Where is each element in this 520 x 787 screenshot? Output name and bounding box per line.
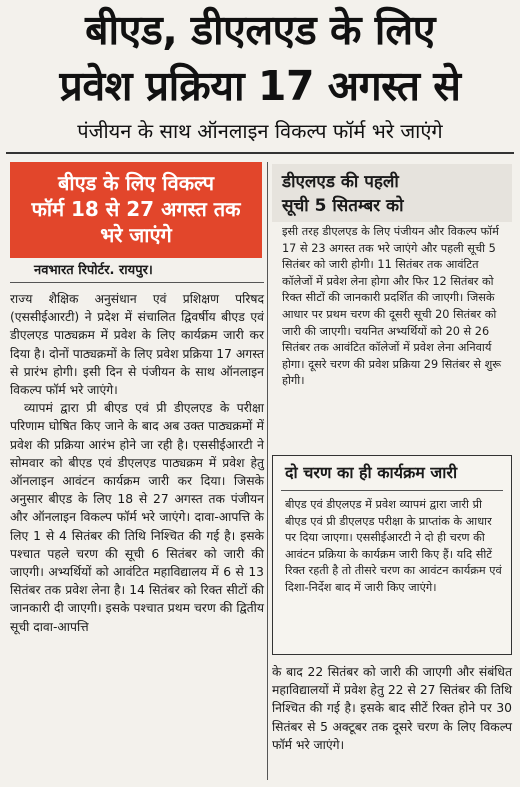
headline-line-2: प्रवेश प्रक्रिया 17 अगस्त से [59, 62, 461, 110]
sidebar2-title: दो चरण का ही कार्यक्रम जारी [285, 463, 458, 482]
article-paragraph-2: व्यापमं द्वारा प्री बीएड एवं प्री डीएलएड के परीक्षा परिणाम घोषित किए जाने के बाद अब उक्त पाठ्यक्रमों में प्रवेश की प्रक्रिया आरंभ होने जा रही है। एससीईआरटी ने सोमवार को बीएड एवं डीएलएड पाठ्यक्रम में प्रवेश हेतु ऑनलाइन आवंटन कार्यक्रम जारी कर दिया। जिसके अनुसार बीएड के लिए 18 से 27 अगस्त तक पंजीयन और ऑनलाइन विकल्प फॉर्म भरे जाएंगे। दावा-आपत्ति के लिए 1 से 4 सितंबर की तिथि निश्चित की गई है। इसके पश्चात पहले चरण की सूची 6 सितंबर को जारी की जाएगी। अभ्यर्थियों को आवंटित महाविद्यालय में 6 से 13 सितंबर तक प्रवेश लेना है। 14 सितंबर को रिक्त सीटों की जानकारी दी जाएगी। इसके पश्चात प्रथम चरण की द्वितीय सूची दावा-आपत्ति [10, 401, 264, 634]
column-divider [267, 162, 268, 780]
sidebar1-text: इसी तरह डीएलएड के लिए पंजीयन और विकल्प फॉर्म 17 से 23 अगस्त तक भरे जाएंगे और पहली सूची 5 सितंबर को जारी होगी। 11 सितंबर तक आवंटित कॉलेजों में प्रवेश लेना होगा और फिर 12 सितंबर को रिक्त सीटों की जानकारी प्रदर्शित की जाएगी। जिसके आधार पर प्रथम चरण की दूसरी सूची 20 सितंबर को जारी की जाएगी। चयनित अभ्यर्थियों को 20 से 26 सितंबर तक आवंटित कॉलेजों में प्रवेश लेना अनिवार्य होगा। दूसरे चरण की प्रवेश प्रक्रिया 29 सितंबर से शुरू होगी। [282, 225, 502, 388]
sidebar-two-phases-box [272, 455, 512, 655]
continuation-paragraph: के बाद 22 सितंबर को जारी की जाएगी और संबंधित महाविद्यालयों में प्रवेश हेतु 22 से 27 सितंबर की तिथि निश्चित की गई है। इसके बाद सीटें रिक्त होने पर 30 सितंबर से 5 अक्टूबर तक दूसरे चरण के लिए विकल्प फॉर्म भरे जाएंगे। [272, 665, 512, 752]
sidebar1-title-line-2: सूची 5 सितम्बर को [282, 196, 404, 216]
sidebar1-title-line-1: डीएलएड की पहली [282, 172, 399, 192]
highlight-line-3: भरे जाएंगे [100, 223, 172, 247]
header-divider [6, 152, 514, 154]
byline: नवभारत रिपोर्टर. रायपुर। [34, 263, 153, 278]
byline-divider [10, 282, 264, 283]
left-column-article [10, 290, 264, 636]
sidebar1-title [272, 164, 512, 222]
highlight-box [10, 162, 262, 258]
article-paragraph-1: राज्य शैक्षिक अनुसंधान एवं प्रशिक्षण परिषद (एससीईआरटी) ने प्रदेश में संचालित द्विवर्षीय बीएड एवं डीएलएड पाठ्यक्रम में प्रवेश के लिए कार्यक्रम जारी कर दिया है। दोनों पाठ्यक्रमों के लिए प्रवेश प्रक्रिया 17 अगस्त से प्रारंभ होगी। इसी दिन से पंजीयन के साथ ऑनलाइन विकल्प फॉर्म भरे जाएंगे। [10, 292, 264, 398]
sidebar-dlad-first-list [272, 164, 512, 454]
article-continuation [272, 663, 512, 754]
highlight-line-2: फॉर्म 18 से 27 अगस्त तक [31, 197, 241, 221]
sidebar2-text: बीएड एवं डीएलएड में प्रवेश व्यापमं द्वारा जारी प्री बीएड एवं प्री डीएलएड परीक्षा के प्राप्तांक के आधार पर दिया जाएगा। एससीईआरटी ने दो ही चरण की आवंटन प्रक्रिया के कार्यक्रम जारी किए हैं। यदि सीटें रिक्त रहती है तो तीसरे चरण का आवंटन कार्यक्रम एवं दिशा-निर्देश बाद में जारी किए जाएंगे। [285, 498, 502, 594]
subheadline: पंजीयन के साथ ऑनलाइन विकल्प फॉर्म भरे जाएंगे [77, 119, 443, 143]
highlight-line-1: बीएड के लिए विकल्प [57, 171, 214, 195]
headline-line-1: बीएड, डीएलएड के लिए [85, 6, 435, 54]
